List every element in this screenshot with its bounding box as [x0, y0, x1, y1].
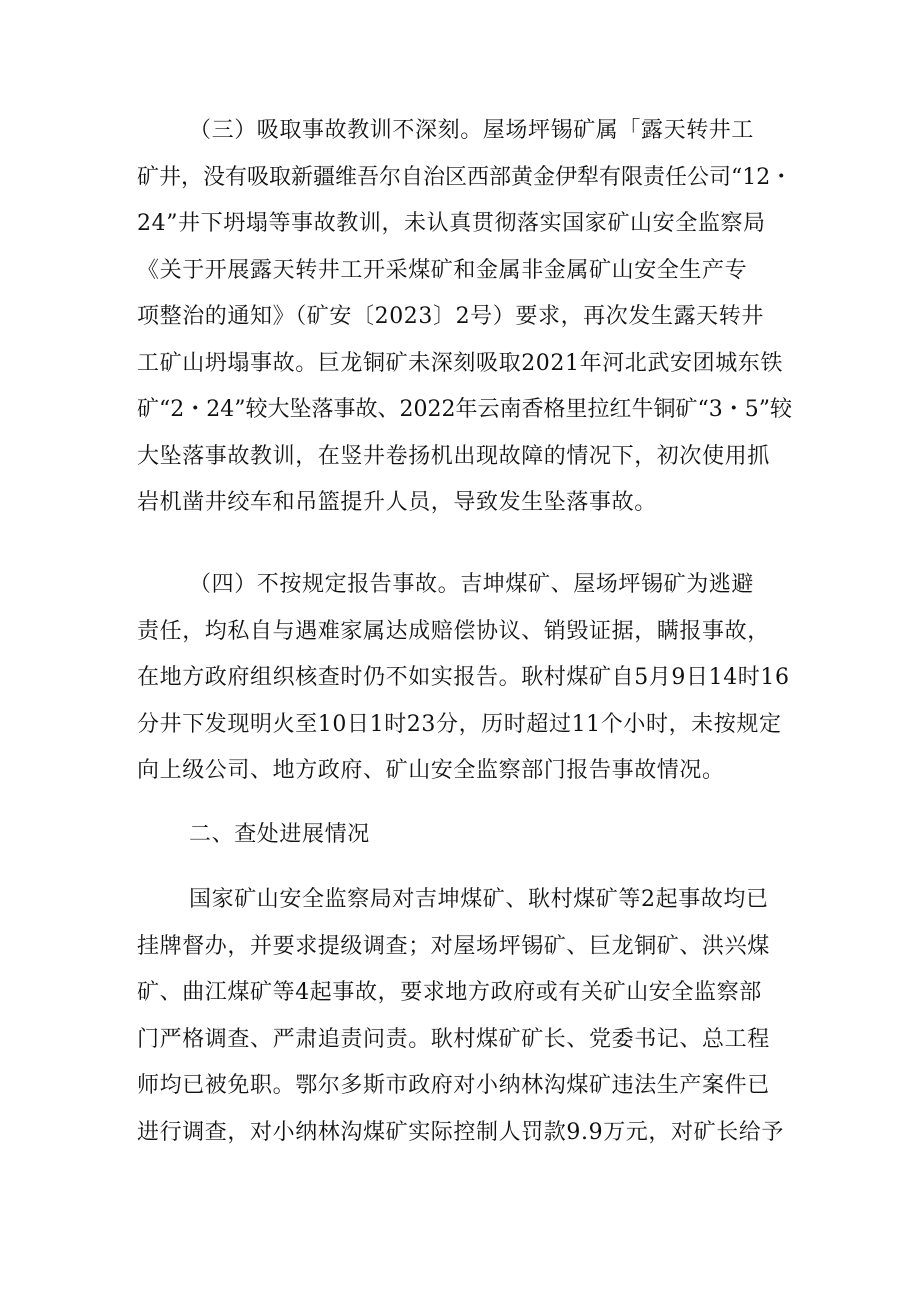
- text-line: 门严格调查、严肃追责问责。耿村煤矿矿长、党委书记、总工程: [137, 1026, 770, 1052]
- text-line: 进行调查，对小纳林沟煤矿实际控制人罚款9.9万元，对矿长给予: [137, 1119, 784, 1145]
- text-line: 矿、曲江煤矿等4起事故，要求地方政府或有关矿山安全监察部: [137, 980, 762, 1005]
- text-line: 大坠落事故教训，在竖井卷扬机出现故障的情况下，初次使用抓: [137, 443, 770, 469]
- paragraph-investigation-progress: [137, 877, 797, 1156]
- text-line: （四）不按规定报告事故。吉坤煤矿、屋场坪锡矿为逃避: [189, 572, 755, 597]
- text-line: 在地方政府组织核查时仍不如实报告。耿村煤矿自5月9日14时16: [137, 665, 790, 690]
- text-line: 挂牌督办，并要求提级调查；对屋场坪锡矿、巨龙铜矿、洪兴煤: [137, 933, 770, 959]
- paragraph-failure-to-report: [137, 562, 797, 795]
- text-line: 项整治的通知》（矿安〔2023〕2号）要求，再次发生露天转井: [137, 304, 764, 329]
- text-line: 岩机凿井绞车和吊篮提升人员，导致发生坠落事故。: [137, 490, 657, 515]
- text-line: 工矿山坍塌事故。巨龙铜矿未深刻吸取2021年河北武安团城东铁: [137, 350, 783, 376]
- paragraph-lessons-not-learned: [137, 108, 797, 527]
- text-line: 矿井，没有吸取新疆维吾尔自治区西部黄金伊犁有限责任公司“12・: [137, 164, 793, 190]
- text-line: 向上级公司、地方政府、矿山安全监察部门报告事故情况。: [137, 758, 725, 783]
- text-line: 师均已被免职。鄂尔多斯市政府对小纳林沟煤矿违法生产案件已: [137, 1073, 770, 1098]
- text-line: 《关于开展露天转井工开采煤矿和金属非金属矿山安全生产专: [137, 257, 748, 283]
- text-line: 24”井下坍塌等事故教训，未认真贯彻落实国家矿山安全监察局: [137, 211, 766, 236]
- text-line: 责任，均私自与遇难家属达成赔偿协议、销毁证据，瞒报事故，: [137, 618, 770, 644]
- section-heading: [137, 812, 797, 859]
- text-line: （三）吸取事故教训不深刻。屋场坪锡矿属「露天转井工: [189, 118, 755, 143]
- text-line: 国家矿山安全监察局对吉坤煤矿、耿村煤矿等2起事故均已: [189, 887, 769, 912]
- text-line: 矿“2・24”较大坠落事故、2022年云南香格里拉红牛铜矿“3・5”较: [137, 397, 792, 422]
- section-heading-text: 二、查处进展情况: [189, 822, 370, 847]
- text-line: 分井下发现明火至10日1时23分，历时超过11个小时，未按规定: [137, 711, 782, 737]
